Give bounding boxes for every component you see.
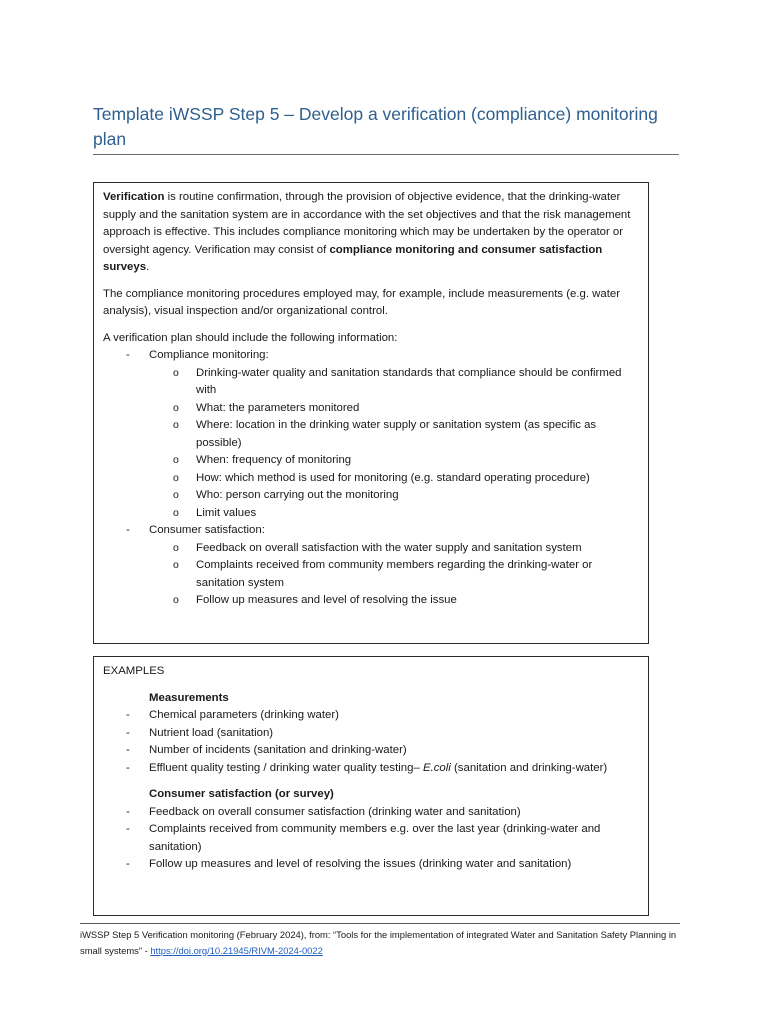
dash-bullet: - bbox=[126, 726, 130, 739]
dash-bullet: - bbox=[126, 805, 130, 818]
examples-heading: EXAMPLES bbox=[103, 665, 165, 677]
list-item-text: Limit values bbox=[196, 506, 257, 519]
circle-bullet: o bbox=[173, 559, 179, 571]
plan-list bbox=[103, 347, 639, 610]
circle-bullet: o bbox=[173, 541, 179, 554]
dash-bullet: - bbox=[126, 524, 130, 536]
list-item-text: Complaints received from community members regarding the drinking-water or sanitation system bbox=[196, 559, 593, 589]
ecoli-term: E.coli bbox=[422, 761, 451, 774]
consumer-examples-list bbox=[103, 804, 639, 874]
list-item-text: Nutrient load (sanitation) bbox=[149, 726, 274, 739]
list-item bbox=[103, 707, 639, 725]
dash-bullet: - bbox=[126, 823, 130, 835]
list-item bbox=[103, 540, 639, 558]
list-item-text: Who: person carrying out the monitoring bbox=[196, 489, 399, 501]
verification-emphasis: compliance monitoring and consumer satisfaction surveys bbox=[103, 243, 603, 273]
examples-box bbox=[93, 656, 649, 916]
verification-term: Verification bbox=[103, 191, 165, 203]
effluent-list bbox=[103, 760, 639, 778]
verification-intro: Verification is routine confirmation, through the provision of objective evidence, that the drinking-water supply and the sanitation system are in accordance with the set objectives and that the risk management approach is effective. This includes compliance monitoring which may be undertaken by the operator or oversight agency. Verification may consist of compliance monitoring and consumer satisfaction surveys. bbox=[103, 191, 631, 273]
measurements-heading: Measurements bbox=[149, 691, 229, 704]
list-item bbox=[103, 347, 639, 365]
circle-bullet: o bbox=[173, 471, 179, 484]
list-item: - Effluent quality testing / drinking water quality testing– E.coli (sanitation and drinking-water) bbox=[103, 760, 639, 778]
footer-divider bbox=[80, 923, 680, 924]
list-item bbox=[103, 505, 639, 523]
doi-link[interactable]: https://doi.org/10.21945/RIVM-2024-0022 bbox=[150, 944, 323, 956]
list-item bbox=[103, 452, 639, 470]
list-item bbox=[103, 522, 639, 540]
list-item bbox=[103, 557, 639, 592]
list-item-text: Drinking-water quality and sanitation standards that compliance should be confirmed with bbox=[196, 366, 622, 396]
circle-bullet: o bbox=[173, 366, 179, 379]
consumer-items bbox=[103, 540, 639, 610]
list-item-text: Where: location in the drinking water supply or sanitation system (as specific as possible) bbox=[196, 419, 597, 449]
page-title: Template iWSSP Step 5 – Develop a verification (compliance) monitoring plan bbox=[93, 102, 679, 155]
list-item-text: Follow up measures and level of resolving the issue bbox=[196, 594, 457, 606]
list-item-text: What: the parameters monitored bbox=[196, 401, 360, 414]
circle-bullet: o bbox=[173, 506, 179, 519]
dash-bullet: - bbox=[126, 709, 130, 721]
list-item-text: Follow up measures and level of resolving the issues (drinking water and sanitation) bbox=[149, 858, 572, 870]
list-item-text: Complaints received from community members e.g. over the last year (drinking-water and sanitation) bbox=[149, 823, 601, 853]
list-item-text: Chemical parameters (drinking water) bbox=[149, 709, 339, 721]
dash-bullet: - bbox=[126, 858, 130, 870]
list-item bbox=[103, 470, 639, 488]
compliance-items bbox=[103, 365, 639, 523]
circle-bullet: o bbox=[173, 419, 179, 431]
list-item bbox=[103, 821, 639, 856]
list-item-text: How: which method is used for monitoring (e.g. standard operating procedure) bbox=[196, 471, 590, 484]
footer-citation: iWSSP Step 5 Verification monitoring (February 2024), from: “Tools for the implementation of integrated Water and Sanitation Safety Planning in small systems” - https://doi.org/10.21945/RIVM-2024-0022 bbox=[80, 929, 677, 956]
list-item bbox=[103, 742, 639, 760]
dash-bullet: - bbox=[126, 761, 130, 774]
plan-intro: A verification plan should include the following information: bbox=[103, 331, 398, 344]
compliance-label: Compliance monitoring: bbox=[149, 349, 269, 361]
list-item bbox=[103, 400, 639, 418]
circle-bullet: o bbox=[173, 401, 179, 414]
circle-bullet: o bbox=[173, 594, 179, 606]
list-item bbox=[103, 725, 639, 743]
list-item bbox=[103, 592, 639, 610]
measurements-list bbox=[103, 707, 639, 760]
procedures-paragraph: The compliance monitoring procedures employed may, for example, include measurements (e.g. water analysis), visual inspection and/or organizational control. bbox=[103, 287, 621, 317]
list-item bbox=[103, 804, 639, 822]
list-item bbox=[103, 417, 639, 452]
circle-bullet: o bbox=[173, 454, 179, 466]
consumer-heading: Consumer satisfaction (or survey) bbox=[149, 788, 334, 800]
list-item-text: Feedback on overall satisfaction with the water supply and sanitation system bbox=[196, 541, 582, 554]
circle-bullet: o bbox=[173, 489, 179, 501]
dash-bullet: - bbox=[126, 349, 130, 361]
dash-bullet: - bbox=[126, 744, 130, 756]
consumer-label: Consumer satisfaction: bbox=[149, 524, 265, 536]
list-item bbox=[103, 856, 639, 874]
list-item bbox=[103, 365, 639, 400]
list-item bbox=[103, 487, 639, 505]
list-item-text: Feedback on overall consumer satisfaction (drinking water and sanitation) bbox=[149, 805, 521, 818]
list-item-text: Number of incidents (sanitation and drinking-water) bbox=[149, 744, 407, 756]
list-item-text: When: frequency of monitoring bbox=[196, 454, 352, 466]
verification-definition-box bbox=[93, 182, 649, 644]
